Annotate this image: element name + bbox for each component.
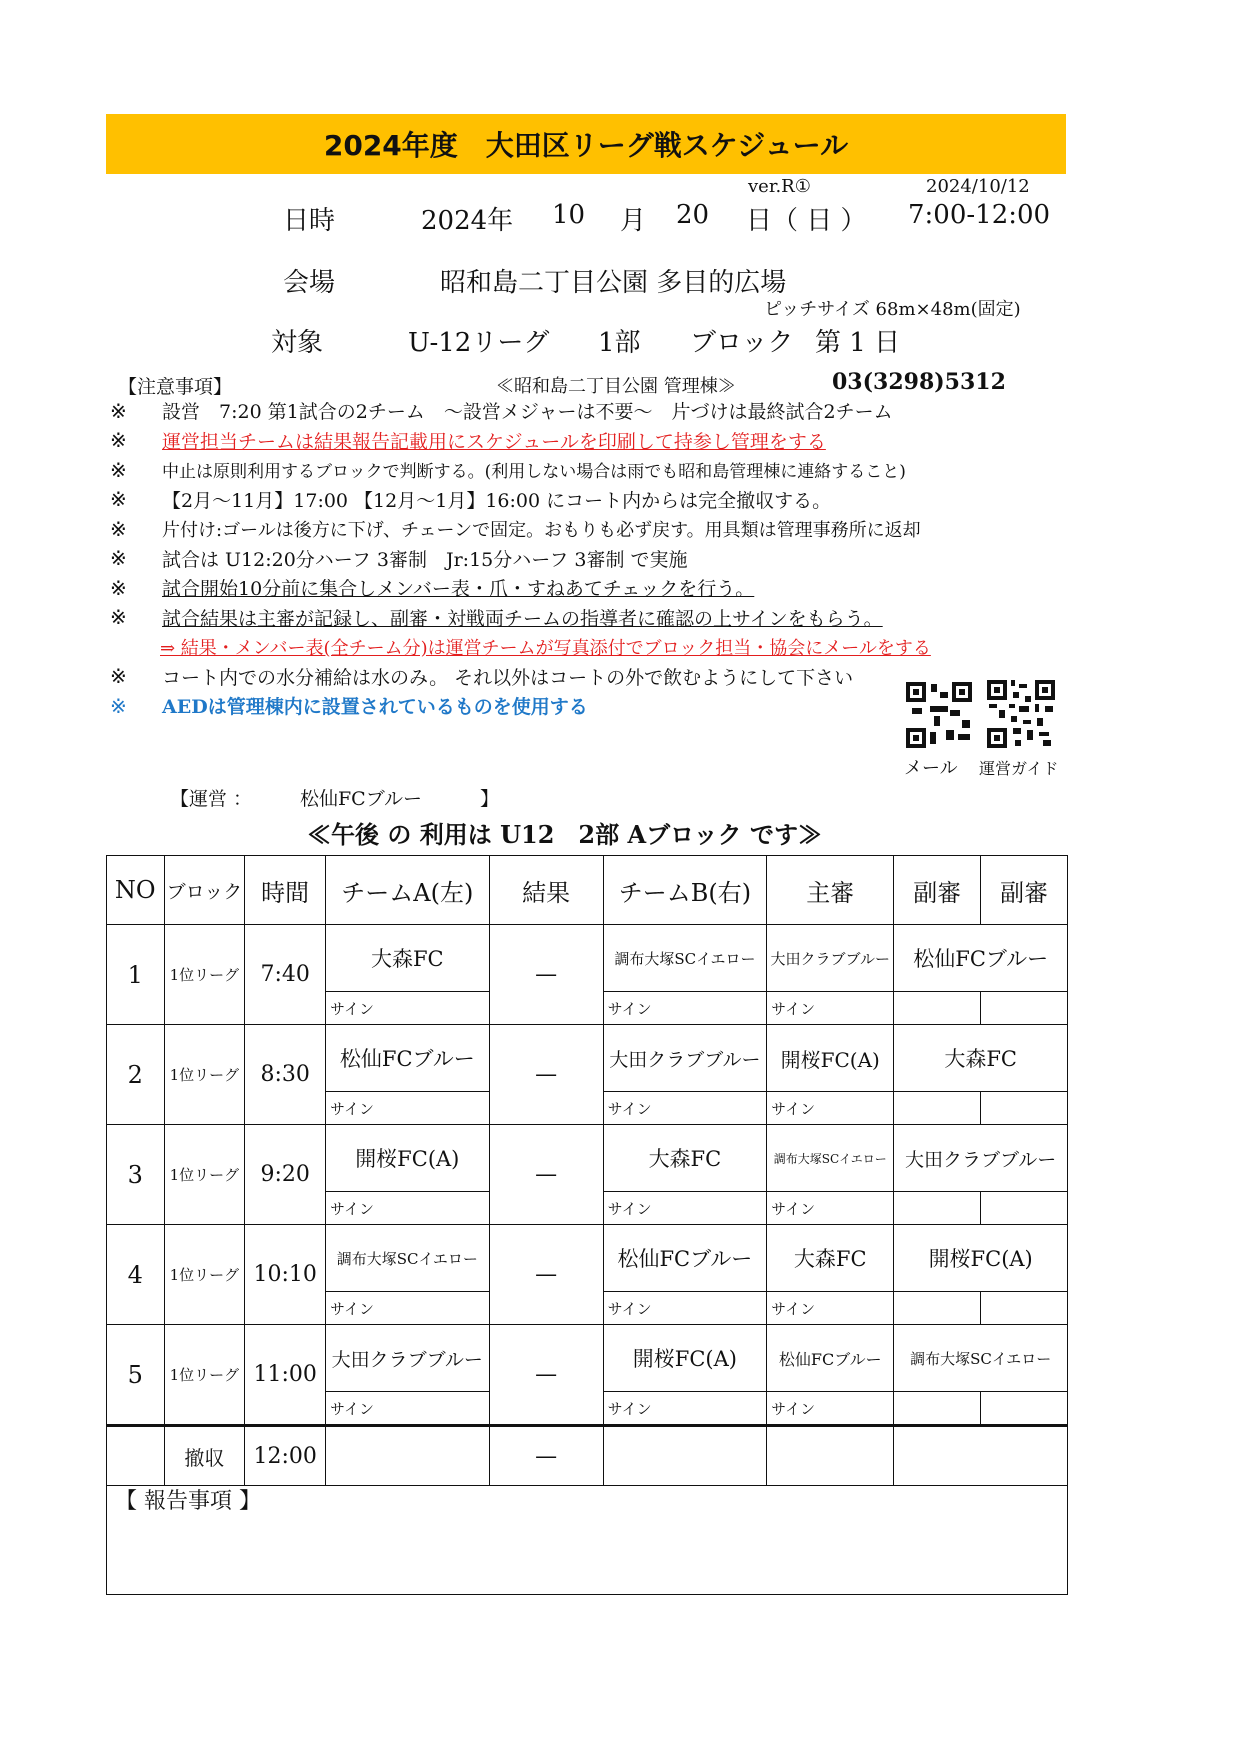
sign-cell-blank[interactable]	[894, 1292, 981, 1325]
table-row	[107, 1325, 1068, 1392]
report-box[interactable]	[106, 1482, 1068, 1595]
sign-cell-referee[interactable]: サイン	[767, 1292, 894, 1325]
match-block: 1位リーグ	[164, 1025, 245, 1125]
sign-cell-a[interactable]: サイン	[326, 1092, 490, 1125]
match-referee[interactable]: 開桜FC(A)	[767, 1025, 894, 1092]
match-team-b[interactable]: 松仙FCブルー	[603, 1225, 767, 1292]
datetime-label: 日時	[283, 206, 336, 236]
venue-name: 昭和島二丁目公園 多目的広場	[440, 268, 787, 298]
match-no: 3	[107, 1125, 165, 1225]
target-label: 対象	[271, 328, 324, 358]
sign-cell-referee[interactable]: サイン	[767, 1192, 894, 1225]
sign-cell-b[interactable]: サイン	[603, 992, 767, 1025]
notice-header: 【注意事項】	[118, 376, 233, 398]
match-no: 5	[107, 1325, 165, 1426]
sign-cell-blank[interactable]	[894, 992, 981, 1025]
match-no: 1	[107, 925, 165, 1025]
page-title: 2024年度 大田区リーグ戦スケジュール	[323, 129, 849, 162]
header-assistant-2: 副審	[981, 856, 1068, 925]
datetime-day: 20	[676, 200, 710, 230]
mail-qr-label: メール	[904, 758, 958, 779]
sign-cell-blank[interactable]	[981, 1092, 1068, 1125]
match-result[interactable]: —	[489, 1225, 603, 1325]
header-block: ブロック	[164, 856, 245, 925]
match-assistant[interactable]: 大田クラブブルー	[894, 1125, 1068, 1192]
operation-close: 】	[480, 788, 500, 810]
note-item: ※ 【2月～11月】17:00 【12月～1月】16:00 にコート内からは完全撤収する。	[110, 487, 832, 512]
sign-cell-blank[interactable]	[981, 1292, 1068, 1325]
operation-label: 【運営 ：	[170, 788, 253, 810]
note-item: ※ 試合開始10分前に集合しメンバー表・爪・すねあてチェックを行う。	[110, 575, 755, 601]
datetime-year: 2024年	[421, 206, 514, 236]
match-team-b[interactable]: 大田クラブブルー	[603, 1025, 767, 1092]
match-assistant[interactable]: 開桜FC(A)	[894, 1225, 1068, 1292]
afternoon-notice: ≪午後 の 利用は U12 2部 Aブロック です≫	[307, 820, 822, 849]
note-item: ※ 中止は原則利用するブロックで判断する。(利用しない場合は雨でも昭和島管理棟に連絡すること)	[110, 457, 906, 483]
table-row	[107, 925, 1068, 992]
match-block: 1位リーグ	[164, 925, 245, 1025]
target-league: U-12リーグ	[408, 328, 550, 358]
closing-time: 12:00	[245, 1426, 326, 1486]
table-row	[107, 1025, 1068, 1092]
sign-cell-b[interactable]: サイン	[603, 1292, 767, 1325]
header-no: NO	[107, 856, 165, 925]
header-time: 時間	[245, 856, 326, 925]
pitch-size: ピッチサイズ 68m×48m(固定)	[764, 299, 1021, 320]
venue-label: 会場	[283, 268, 336, 298]
sign-cell-a[interactable]: サイン	[326, 1292, 490, 1325]
match-referee[interactable]: 調布大塚SCイエロー	[767, 1125, 894, 1192]
match-time: 7:40	[245, 925, 326, 1025]
match-assistant[interactable]: 大森FC	[894, 1025, 1068, 1092]
notes-list	[110, 396, 1070, 721]
sign-cell-b[interactable]: サイン	[603, 1192, 767, 1225]
match-result[interactable]: —	[489, 1025, 603, 1125]
sign-cell-referee[interactable]: サイン	[767, 1092, 894, 1125]
note-item: ※ コート内での水分補給は水のみ。 それ以外はコートの外で飲むようにして下さい	[110, 664, 854, 689]
closing-label: 撤収	[164, 1426, 245, 1486]
sign-cell-b[interactable]: サイン	[603, 1092, 767, 1125]
match-assistant[interactable]: 調布大塚SCイエロー	[894, 1325, 1068, 1392]
header-result: 結果	[489, 856, 603, 925]
table-row	[107, 1125, 1068, 1192]
guide-qr-icon[interactable]	[987, 680, 1055, 748]
datetime-time: 7:00-12:00	[908, 200, 1051, 230]
match-assistant[interactable]: 松仙FCブルー	[894, 925, 1068, 992]
datetime-day-unit: 日（ 日 ）	[746, 206, 867, 236]
office-phone: 03(3298)5312	[832, 369, 1006, 395]
match-team-a[interactable]: 松仙FCブルー	[326, 1025, 490, 1092]
match-no: 2	[107, 1025, 165, 1125]
match-block: 1位リーグ	[164, 1125, 245, 1225]
datetime-month-unit: 月	[620, 206, 647, 236]
header-assistant-1: 副審	[894, 856, 981, 925]
note-item: ※ 運営担当チームは結果報告記載用にスケジュールを印刷して持参し管理をする	[110, 428, 826, 453]
operation-team: 松仙FCブルー	[300, 788, 422, 810]
match-team-a[interactable]: 調布大塚SCイエロー	[326, 1225, 490, 1292]
match-block: 1位リーグ	[164, 1225, 245, 1325]
match-team-a[interactable]: 開桜FC(A)	[326, 1125, 490, 1192]
match-team-b[interactable]: 開桜FC(A)	[603, 1325, 767, 1392]
match-team-a[interactable]: 大田クラブブルー	[326, 1325, 490, 1392]
match-referee[interactable]: 大森FC	[767, 1225, 894, 1292]
sign-cell-blank[interactable]	[981, 1192, 1068, 1225]
match-result[interactable]: —	[489, 1325, 603, 1426]
issue-date: 2024/10/12	[926, 176, 1030, 197]
match-time: 8:30	[245, 1025, 326, 1125]
match-result[interactable]: —	[489, 925, 603, 1025]
sign-cell-blank[interactable]	[894, 1392, 981, 1426]
closing-cell-blank[interactable]	[603, 1426, 767, 1486]
office-name: ≪昭和島二丁目公園 管理棟≫	[496, 376, 736, 397]
note-item: ⇒ 結果・メンバー表(全チーム分)は運営チームが写真添付でブロック担当・協会にメールをする	[160, 637, 931, 659]
header-team-b: チームB(右)	[603, 856, 767, 925]
match-team-b[interactable]: 調布大塚SCイエロー	[603, 925, 767, 992]
sign-cell-referee[interactable]: サイン	[767, 1392, 894, 1426]
match-block: 1位リーグ	[164, 1325, 245, 1426]
sign-cell-b[interactable]: サイン	[603, 1392, 767, 1426]
sign-cell-blank[interactable]	[981, 992, 1068, 1025]
table-header-row	[107, 856, 1068, 925]
match-team-a[interactable]: 大森FC	[326, 925, 490, 992]
note-item: ※ 設営 7:20 第1試合の2チーム ～設営メジャーは不要～ 片づけは最終試合2チーム	[110, 398, 893, 424]
closing-row	[107, 1426, 1068, 1486]
sign-cell-referee[interactable]: サイン	[767, 992, 894, 1025]
title-bar	[106, 114, 1066, 174]
match-referee[interactable]: 大田クラブブルー	[767, 925, 894, 992]
match-no: 4	[107, 1225, 165, 1325]
note-item: ※ 片付け:ゴールは後方に下げ、チェーンで固定。おもりも必ず戻す。用具類は管理事務所に返却	[110, 516, 921, 541]
closing-cell-blank[interactable]	[894, 1426, 1068, 1486]
match-time: 9:20	[245, 1125, 326, 1225]
target-block: ブロック	[690, 328, 794, 358]
sign-cell-a[interactable]: サイン	[326, 1392, 490, 1426]
note-item: ※ AEDは管理棟内に設置されているものを使用する	[110, 693, 588, 719]
match-result[interactable]: —	[489, 1125, 603, 1225]
closing-result[interactable]: —	[489, 1426, 603, 1486]
schedule-table	[106, 855, 1068, 1486]
table-row	[107, 1225, 1068, 1292]
closing-cell-blank	[107, 1426, 165, 1486]
target-round: 第 1 日	[815, 328, 901, 358]
mail-qr-icon[interactable]	[906, 682, 972, 748]
sign-cell-blank[interactable]	[981, 1392, 1068, 1426]
target-division: 1部	[598, 328, 641, 358]
sign-cell-blank[interactable]	[894, 1192, 981, 1225]
closing-cell-blank[interactable]	[326, 1426, 490, 1486]
report-label: 【 報告事項 】	[115, 1489, 261, 1514]
match-time: 10:10	[245, 1225, 326, 1325]
header-team-a: チームA(左)	[326, 856, 490, 925]
note-item: ※ 試合は U12:20分ハーフ 3審制 Jr:15分ハーフ 3審制 で実施	[110, 546, 688, 571]
version: ver.R①	[748, 176, 811, 197]
note-item: ※ 試合結果は主審が記録し、副審・対戦両チームの指導者に確認の上サインをもらう。	[110, 605, 883, 630]
sign-cell-a[interactable]: サイン	[326, 992, 490, 1025]
match-referee[interactable]: 松仙FCブルー	[767, 1325, 894, 1392]
match-time: 11:00	[245, 1325, 326, 1426]
match-team-b[interactable]: 大森FC	[603, 1125, 767, 1192]
datetime-month: 10	[552, 200, 586, 230]
sign-cell-blank[interactable]	[894, 1092, 981, 1125]
guide-qr-label: 運営ガイド	[979, 759, 1059, 778]
closing-cell-blank[interactable]	[767, 1426, 894, 1486]
sign-cell-a[interactable]: サイン	[326, 1192, 490, 1225]
header-referee: 主審	[767, 856, 894, 925]
